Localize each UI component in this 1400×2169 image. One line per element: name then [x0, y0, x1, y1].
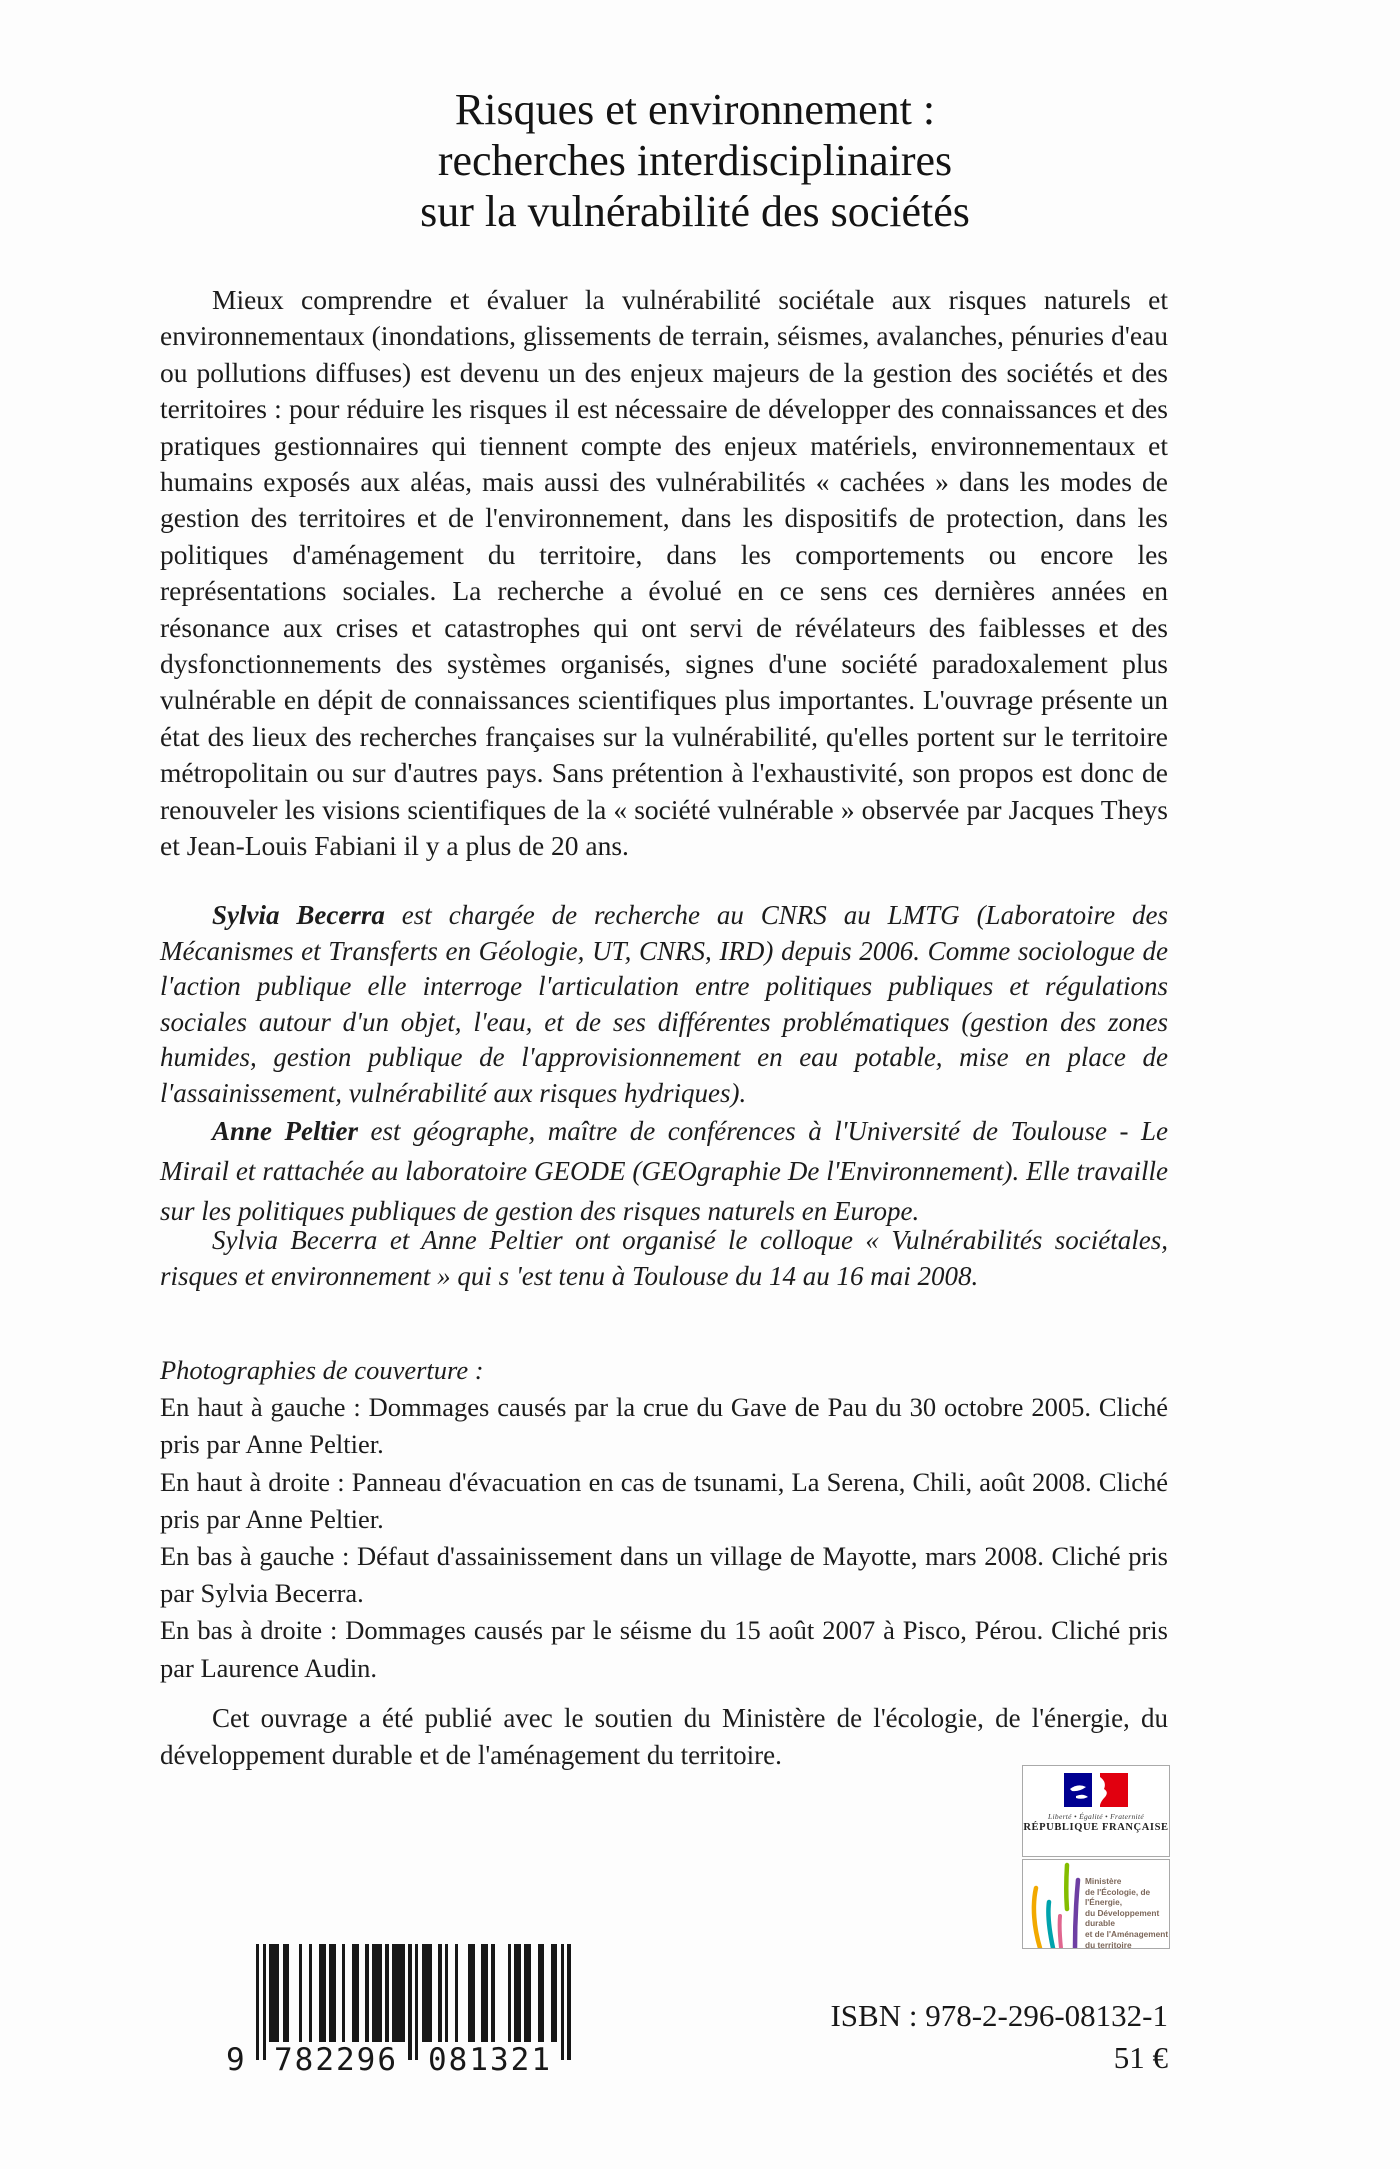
- support-paragraph: Cet ouvrage a été publié avec le soutien du Ministère de l'écologie, de l'énergie, du développement durable et de l'aménagement du territoire.: [160, 1703, 1168, 1770]
- support-note: [160, 1700, 1168, 1774]
- book-title-line-2: recherches interdisciplinaires: [437, 136, 953, 185]
- isbn-label: ISBN : 978-2-296-08132-1: [830, 1998, 1168, 2033]
- synopsis: [160, 282, 1168, 865]
- bio-text: est géographe, maître de conférences à l'Université de Toulouse - Le Mirail et rattachée au laboratoire GEODE (GEOgraphie De l'Environnement). Elle travaille sur les politiques publiques de gestion des risques naturels en Europe.: [160, 1116, 1168, 1226]
- book-title: [0, 84, 1390, 237]
- barcode-first-digit: 9: [226, 2042, 245, 2078]
- barcode-digits: [226, 2040, 572, 2080]
- ministry-name-line: du Développement durable: [1085, 1907, 1160, 1929]
- bio-sylvia-becerra: [160, 898, 1168, 1111]
- price-label: 51 €: [1113, 2040, 1168, 2075]
- ministry-name-line: Ministère: [1085, 1876, 1122, 1886]
- gov-republic-label: RÉPUBLIQUE FRANÇAISE: [1023, 1822, 1169, 1833]
- colloque-note: [160, 1222, 1168, 1294]
- author-name: Anne Peltier: [212, 1116, 359, 1146]
- photo-credits-heading: Photographies de couverture :: [160, 1355, 484, 1385]
- barcode-left-digits: 782296: [274, 2042, 398, 2078]
- colloque-paragraph: Sylvia Becerra et Anne Peltier ont organisé le colloque « Vulnérabilités sociétales, risques et environnement » qui s 'est tenu à Toulouse du 14 au 16 mai 2008.: [160, 1225, 1168, 1291]
- photo-credit: En bas à droite : Dommages causés par le séisme du 15 août 2007 à Pisco, Pérou. Cliché pris par Laurence Audin.: [160, 1615, 1168, 1683]
- ministry-logo: [1022, 1859, 1170, 1949]
- bio-text: est chargée de recherche au CNRS au LMTG (Laboratoire des Mécanismes et Transferts en Géologie, UT, CNRS, IRD) depuis 2006. Comme sociologue de l'action publique elle interroge l'articulation entre politiques publiques et régulations sociales autour d'un objet, l'eau, et de ses différentes problématiques (gestion des zones humides, gestion publique de l'approvisionnement en eau potable, mise en place de l'assainissement, vulnérabilité aux risques hydriques).: [160, 900, 1168, 1108]
- ean13-barcode: [226, 1944, 572, 2078]
- photo-credit: En haut à gauche : Dommages causés par la crue du Gave de Pau du 30 octobre 2005. Cliché pris par Anne Peltier.: [160, 1392, 1168, 1460]
- book-title-line-3: sur la vulnérabilité des sociétés: [420, 187, 970, 236]
- barcode-right-digits: 081321: [428, 2042, 552, 2078]
- ministry-name-line: et de l'Aménagement: [1085, 1928, 1169, 1939]
- author-bios: [160, 898, 1168, 1231]
- book-title-line-1: Risques et environnement :: [454, 85, 936, 134]
- photo-credit: En bas à gauche : Défaut d'assainissement dans un village de Mayotte, mars 2008. Cliché pris par Sylvia Becerra.: [160, 1541, 1168, 1609]
- bio-anne-peltier: [160, 1111, 1168, 1231]
- ministry-name-line: du territoire: [1085, 1939, 1132, 1949]
- synopsis-paragraph: Mieux comprendre et évaluer la vulnérabilité sociétale aux risques naturels et environnementaux (inondations, glissements de terrain, séismes, avalanches, pénuries d'eau ou pollutions diffuses) est devenu un des enjeux majeurs de la gestion des sociétés et des territoires : pour réduire les risques il est nécessaire de développer des connaissances et des pratiques gestionnaires qui tiennent compte des enjeux matériels, environnementaux et humains exposés aux aléas, mais aussi des vulnérabilités « cachées » dans les modes de gestion des territoires et de l'environnement, dans les dispositifs de protection, dans les politiques d'aménagement du territoire, dans les comportements ou encore les représentations sociales. La recherche a évolué en ce sens ces dernières années en résonance aux crises et catastrophes qui ont servi de révélateurs des faiblesses et des dysfonctionnements des systèmes organisés, signes d'une société paradoxalement plus vulnérable en dépit de connaissances scientifiques plus importantes. L'ouvrage présente un état des lieux des recherches françaises sur la vulnérabilité, qu'elles portent sur le territoire métropolitain ou sur d'autres pays. Sans prétention à l'exhaustivité, son propos est donc de renouveler les visions scientifiques de la « société vulnérable » observée par Jacques Theys et Jean-Louis Fabiani il y a plus de 20 ans.: [160, 284, 1168, 862]
- ministry-name: [1085, 1876, 1169, 1949]
- photo-credit: En haut à droite : Panneau d'évacuation en cas de tsunami, La Serena, Chili, août 2008. Cliché pris par Anne Peltier.: [160, 1466, 1168, 1534]
- author-name: Sylvia Becerra: [212, 900, 385, 930]
- marianne-flag-icon: [1050, 1773, 1142, 1811]
- photo-credits: [160, 1352, 1168, 1687]
- gov-motto: Liberté • Égalité • Fraternité: [1048, 1812, 1144, 1821]
- ministry-name-line: de l'Écologie, de l'Énergie,: [1085, 1886, 1151, 1908]
- ministry-strokes-icon: [1027, 1862, 1089, 1948]
- republique-francaise-logo: [1022, 1765, 1170, 1857]
